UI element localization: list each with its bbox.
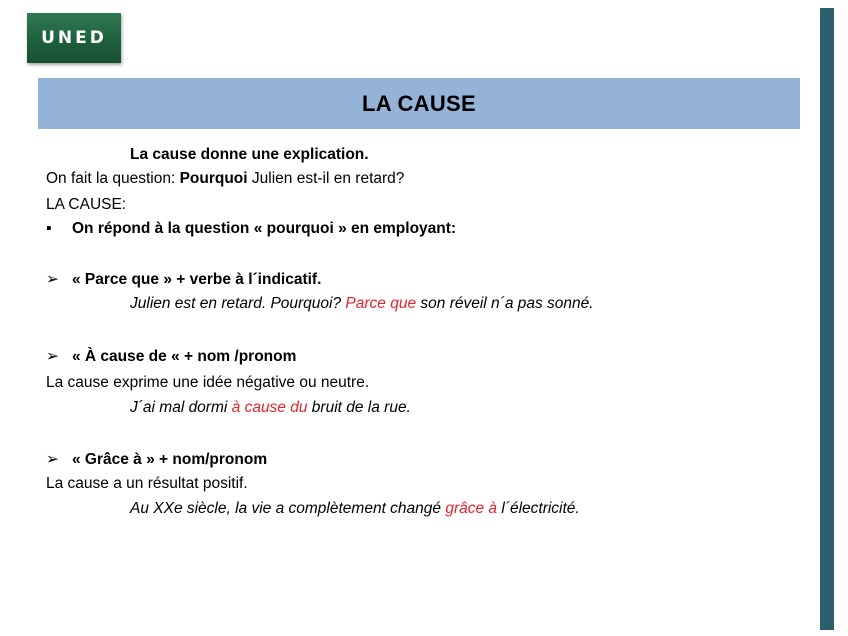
- section-description: La cause a un résultat positif.: [46, 475, 248, 492]
- arrow-bullet-icon: ➢: [46, 348, 59, 365]
- section-heading: [46, 347, 296, 367]
- example-text: l´électricité.: [497, 500, 580, 517]
- example-line: [130, 499, 580, 519]
- title-bar: [38, 78, 800, 129]
- question-line: [46, 169, 404, 189]
- question-prefix: On fait la question:: [46, 170, 180, 187]
- arrow-bullet-icon: ➢: [46, 271, 59, 288]
- example-text: J´ai mal dormi: [130, 399, 232, 416]
- bullet-line: [46, 219, 456, 239]
- bullet-text: On répond à la question « pourquoi » en employant:: [72, 220, 457, 237]
- example-highlight: grâce à: [445, 500, 498, 517]
- question-suffix: Julien est-il en retard?: [247, 170, 405, 187]
- arrow-bullet-icon: ➢: [46, 451, 59, 468]
- section-heading-text: « Grâce à » + nom/pronom: [72, 451, 268, 468]
- question-bold: Pourquoi: [179, 170, 248, 187]
- section-heading-text: « Parce que » + verbe à l´indicatif.: [72, 271, 322, 288]
- example-text: Julien est en retard. Pourquoi?: [130, 295, 346, 312]
- logo-text: UNED: [41, 28, 107, 48]
- uned-logo: [27, 13, 121, 63]
- section-description: La cause exprime une idée négative ou neutre.: [46, 374, 370, 391]
- section-heading-text: « À cause de « + nom /pronom: [72, 348, 297, 365]
- example-highlight: Parce que: [345, 295, 417, 312]
- section-heading: [46, 270, 321, 290]
- example-line: [130, 294, 594, 314]
- example-line: [130, 398, 411, 418]
- example-text: son réveil n´a pas sonné.: [416, 295, 594, 312]
- cause-label: LA CAUSE:: [46, 196, 127, 213]
- example-highlight: à cause du: [231, 399, 308, 416]
- example-text: bruit de la rue.: [307, 399, 411, 416]
- example-text: Au XXe siècle, la vie a complètement changé: [130, 500, 446, 517]
- intro-line: La cause donne une explication.: [130, 146, 369, 163]
- section-heading: [46, 450, 267, 470]
- square-bullet-icon: ▪: [46, 220, 52, 237]
- right-accent-bar: [820, 8, 834, 630]
- slide-title: LA CAUSE: [361, 90, 477, 116]
